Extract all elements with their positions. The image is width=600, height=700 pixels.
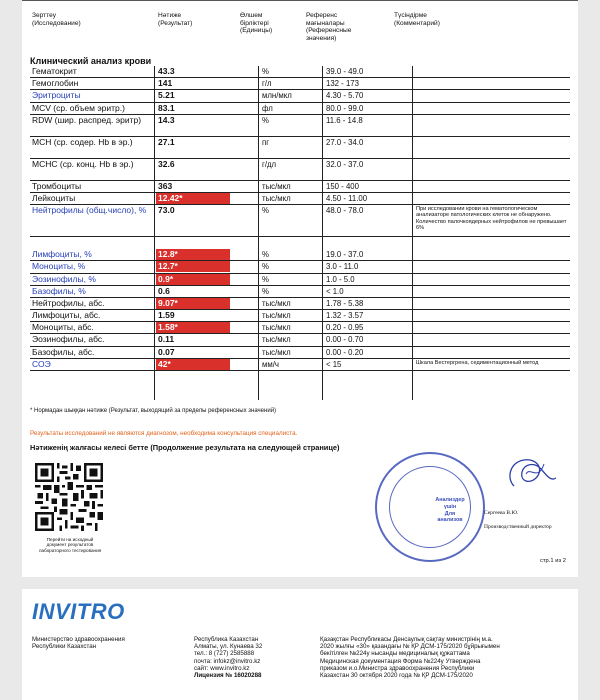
result-value: 0.07 [158, 346, 175, 357]
table-row [30, 181, 570, 193]
unit-cell: пг [262, 137, 270, 147]
section-title: Клинический анализ крови [30, 56, 152, 66]
qr-caption: Перейти на исходный документ результатов лабораторного тестирования [38, 537, 102, 553]
reference-range: 0.20 - 0.95 [326, 323, 364, 333]
table-row [30, 159, 570, 181]
unit-cell: г/дл [262, 159, 277, 169]
unit-cell: тыс/мкл [262, 193, 291, 203]
signature-image [500, 452, 560, 496]
signer-role: Производственный директор [484, 524, 552, 530]
test-name: Эозинофилы, абс. [32, 334, 105, 345]
table-rule [154, 66, 155, 400]
test-name: Базофилы, абс. [32, 346, 95, 357]
table-rule [258, 66, 259, 400]
reference-range: 80.0 - 99.0 [326, 103, 364, 113]
unit-cell: тыс/мкл [262, 311, 291, 321]
test-name: Гемоглобин [32, 78, 79, 89]
table-rule [322, 66, 323, 400]
unit-cell: тыс/мкл [262, 181, 291, 191]
table-row [30, 322, 570, 334]
result-value: 14.3 [158, 114, 175, 125]
table-row [30, 78, 570, 90]
result-value: 363 [158, 180, 173, 191]
footer-address: Республика Казахстан Алматы, ул. Кунаева 32 тел.: 8 (727) 2585888 почта: infokz@invitro.kz сайт: www.invitro.kz Лицензия № 16020288 [194, 636, 263, 680]
invitro-logo: INVITRO [32, 599, 125, 624]
reference-range: 4.30 - 5.70 [326, 91, 364, 101]
table-row [30, 286, 570, 298]
result-value: 12.7* [156, 261, 230, 272]
reference-range: 27.0 - 34.0 [326, 137, 364, 147]
table-row [30, 66, 570, 78]
header-ref: Референс мағыналары (Референсные значения) [306, 12, 352, 42]
reference-range: 0.00 - 0.70 [326, 335, 364, 345]
unit-cell: мм/ч [262, 359, 279, 369]
reference-range: 1.0 - 5.0 [326, 274, 355, 284]
result-value: 1.59 [158, 310, 175, 321]
result-value: 1.58* [156, 322, 230, 333]
reference-range: 3.0 - 11.0 [326, 262, 359, 272]
test-name: RDW (шир. распред. эритр) [32, 114, 142, 125]
result-value: 9.07* [156, 298, 230, 309]
continue-note: Нәтиженің жалғасы келесі бетте (Продолжение результата на следующей странице) [30, 443, 340, 452]
table-row [30, 103, 570, 115]
test-name: Лейкоциты [32, 192, 76, 203]
table-row [30, 347, 570, 359]
result-value: 12.42* [156, 193, 230, 204]
table-row [30, 310, 570, 322]
test-name: СОЭ [32, 358, 51, 369]
reference-range: < 15 [326, 359, 342, 369]
footer-ministry: Министерство здравоохранения Республики Казахстан [32, 636, 125, 651]
warning-text: Результаты исследований не являются диагнозом, необходима консультация специалиста. [30, 430, 298, 437]
unit-cell: млн/мкл [262, 91, 292, 101]
signer-name: Сергеева В.Ю. [484, 510, 519, 516]
header-comment: Түсіндірме (Комментарий) [394, 12, 440, 27]
table-row [30, 205, 570, 237]
unit-cell: тыс/мкл [262, 347, 291, 357]
unit-cell: % [262, 262, 269, 272]
stamp-label: Анализдер үшін Для анализов [435, 497, 465, 524]
footnote: * Нормадан шыққан нәтиже (Результат, выходящий за пределы референсных значений) [30, 408, 277, 414]
table-row [30, 261, 570, 273]
result-value: 0.6 [158, 285, 170, 296]
unit-cell: фл [262, 103, 273, 113]
result-value: 42* [156, 359, 230, 370]
reference-range: 48.0 - 78.0 [326, 206, 364, 216]
test-name: Эозинофилы, % [32, 273, 96, 284]
unit-cell: % [262, 115, 269, 125]
result-value: 12.8* [156, 249, 230, 260]
table-rule [412, 66, 413, 400]
result-value: 27.1 [158, 136, 175, 147]
test-name: MCH (ср. содер. Hb в эр.) [32, 136, 133, 147]
reference-range: 1.32 - 3.57 [326, 311, 364, 321]
table-row [30, 298, 570, 310]
test-name: MCV (ср. объем эритр.) [32, 102, 125, 113]
test-name: Моноциты, % [32, 261, 86, 272]
result-value: 73.0 [158, 205, 175, 216]
table-row [30, 334, 570, 346]
reference-range: 11.6 - 14.8 [326, 115, 363, 125]
result-value: 83.1 [158, 102, 175, 113]
test-name: Нейтрофилы, абс. [32, 297, 105, 308]
comment-cell: Шкала Вестергрена, седиментационный метод [416, 359, 539, 366]
unit-cell: г/л [262, 79, 272, 89]
reference-range: < 1.0 [326, 286, 344, 296]
unit-cell: тыс/мкл [262, 298, 291, 308]
header-unit: Өлшем бірліктері (Единицы) [240, 12, 273, 35]
test-name: Базофилы, % [32, 285, 86, 296]
comment-cell: При исследовании крови на гематологическом анализаторе патологических клеток не обнаружено. Количество палочкоядерных нейтрофилов не превышает 6% [416, 206, 567, 231]
result-value: 141 [158, 78, 173, 89]
table-row [30, 249, 570, 261]
unit-cell: % [262, 274, 269, 284]
test-name: MCHC (ср. конц. Hb в эр.) [32, 158, 134, 169]
license-number: Лицензия № 16020288 [194, 672, 262, 680]
qr-code-icon[interactable] [34, 462, 104, 532]
reference-range: 4.50 - 11.00 [326, 193, 368, 203]
results-table [30, 66, 570, 371]
footer-form-info: Қазақстан Республикасы Денсаулық сақтау министрінің м.а. 2020 жылғы «30» қазандағы № ҚР ДСМ-175/2020 бұйрығымен бекітілген №224у нысанды медициналық құжаттама Медицинская документация Форма №224у Утверждена приказом и.о.Министра здравоохранения Республики Казахстан 30 октября 2020 года № ҚР ДСМ-175/2020 [320, 636, 500, 680]
table-row [30, 193, 570, 205]
result-sheet [22, 0, 578, 577]
reference-range: 132 - 173 [326, 79, 359, 89]
footer [22, 589, 578, 700]
test-name: Моноциты, абс. [32, 322, 94, 333]
reference-range: 150 - 400 [326, 181, 359, 191]
unit-cell: тыс/мкл [262, 335, 291, 345]
header-result: Нәтиже (Результат) [158, 12, 193, 27]
unit-cell: % [262, 286, 269, 296]
unit-cell: тыс/мкл [262, 323, 291, 333]
test-name: Лимфоциты, % [32, 249, 92, 260]
reference-range: 1.78 - 5.38 [326, 298, 364, 308]
table-row [30, 90, 570, 102]
table-row [30, 115, 570, 137]
result-value: 43.3 [158, 66, 175, 76]
test-name: Нейтрофилы (общ.число), % [32, 205, 147, 216]
test-name: Эритроциты [32, 90, 81, 101]
reference-range: 39.0 - 49.0 [326, 67, 364, 76]
test-name: Гематокрит [32, 66, 77, 76]
unit-cell: % [262, 250, 269, 260]
table-row [30, 359, 570, 371]
result-value: 0.11 [158, 334, 175, 345]
reference-range: 19.0 - 37.0 [326, 250, 364, 260]
result-value: 5.21 [158, 90, 175, 101]
reference-range: 0.00 - 0.20 [326, 347, 364, 357]
unit-cell: % [262, 67, 269, 76]
table-row [30, 137, 570, 159]
result-value: 32.6 [158, 158, 175, 169]
test-name: Лимфоциты, абс. [32, 310, 101, 321]
unit-cell: % [262, 206, 269, 216]
top-divider [22, 0, 578, 4]
page-number: стр.1 из 2 [540, 558, 566, 564]
header-test: Зерттеу (Исследование) [32, 12, 81, 27]
result-value: 0.9* [156, 274, 230, 285]
reference-range: 32.0 - 37.0 [326, 159, 364, 169]
table-row [30, 274, 570, 286]
test-name: Тромбоциты [32, 180, 82, 191]
